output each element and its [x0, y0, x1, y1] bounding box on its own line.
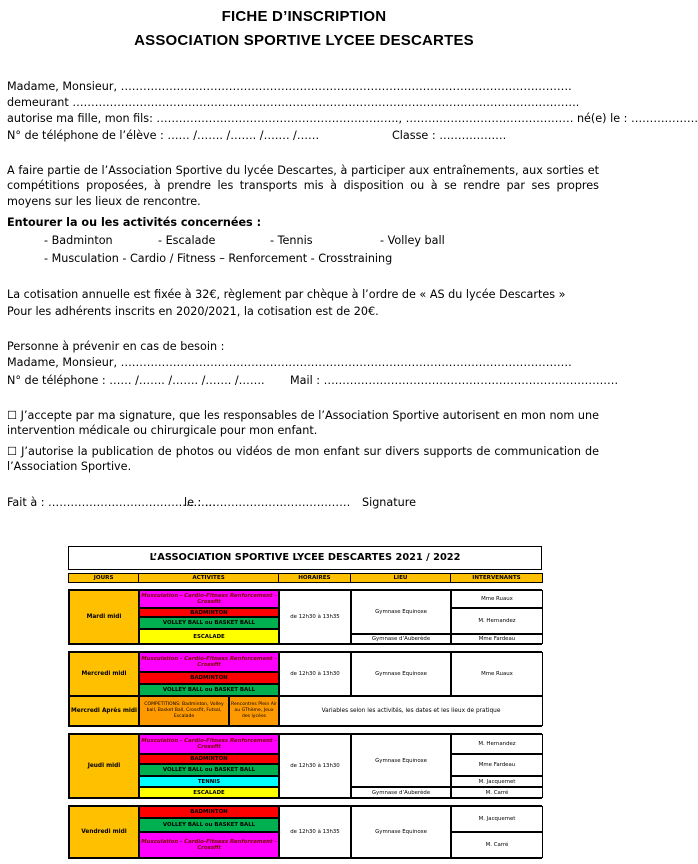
- place-mardi: Gymnase Equinoxe: [351, 590, 451, 634]
- activity-volley-cell: VOLLEY BALL ou BASKET BALL: [139, 684, 279, 696]
- schedule-group-jeudi: [68, 733, 542, 799]
- activity-fitness-cell: Musculation - Cardio-Fitness Renforcement - Crossfit: [139, 652, 279, 672]
- medical-consent: ☐ J’accepte par ma signature, que les responsables de l’Association Sportive autorisent en mon nom une intervention médicale ou chirurgicale pour mon enfant.: [7, 409, 599, 438]
- coach-vendredi-1: M. Jacquemet: [451, 806, 543, 832]
- coach-jeudi-3: M. Jacquemet: [451, 776, 543, 787]
- activity-fitness-cell: Musculation - Cardio-Fitness Renforcement - Crossfit: [139, 832, 279, 858]
- activity-badminton-cell: BADMINTON: [139, 806, 279, 818]
- place-jeudi: Gymnase Equinoxe: [351, 734, 451, 787]
- schedule-header-row: [68, 573, 542, 583]
- schedule-table: [68, 546, 542, 859]
- emergency-phone-line: N° de téléphone : …… /……. /……. /……. /…….: [7, 374, 265, 387]
- activity-escalade-cell: ESCALADE: [139, 629, 279, 644]
- day-vendredi: Vendredi midi: [69, 806, 139, 858]
- activity-escalade-cell: ESCALADE: [139, 787, 279, 798]
- schedule-group-mercredi: [68, 651, 542, 727]
- coach-mardi-2: M. Hernandez: [451, 608, 543, 634]
- coach-mercredi: Mme Ruaux: [451, 652, 543, 696]
- day-mardi: Mardi midi: [69, 590, 139, 644]
- coach-jeudi-2: Mme Fardeau: [451, 754, 543, 776]
- activity-badminton-cell: BADMINTON: [139, 754, 279, 764]
- place-vendredi: Gymnase Equinoxe: [351, 806, 451, 858]
- activity-volley-cell: VOLLEY BALL ou BASKET BALL: [139, 818, 279, 832]
- child-name-line: autorise ma fille, mon fils: ……………………………………………………….., ……………………………………… né(e) le : ………………: [7, 112, 698, 125]
- day-mercredi-apres-midi: Mercredi Après midi: [69, 696, 139, 726]
- signature-label: Signature: [362, 496, 416, 509]
- schedule-group-vendredi: [68, 805, 542, 859]
- coach-vendredi-2: M. Carré: [451, 832, 543, 858]
- header-intervenants: INTERVENANTS: [450, 573, 543, 583]
- emergency-mail-line: Mail : …………………………………………………………………….: [290, 374, 619, 387]
- coach-jeudi-4: M. Carré: [451, 787, 543, 798]
- header-activites: ACTIVITES: [138, 573, 279, 583]
- class-line: Classe : ………………: [392, 129, 507, 142]
- schedule-group-mardi: [68, 589, 542, 645]
- fee-line-2: Pour les adhérents inscrits en 2020/2021, la cotisation est de 20€.: [7, 305, 379, 318]
- emergency-label: Personne à prévenir en cas de besoin :: [7, 340, 225, 353]
- header-jours: JOURS: [68, 573, 139, 583]
- address-line: demeurant ……………………………………………………………………………………………………………………….: [7, 96, 580, 109]
- place-mardi-2: Gymnase d’Auberède: [351, 634, 451, 644]
- activities-label: Entourer la ou les activités concernées :: [7, 216, 262, 229]
- variable-schedule-cell: Variables selon les activités, les dates et les lieux de pratique: [279, 696, 543, 726]
- parent-name-line: Madame, Monsieur, ………………………………………………………………………………………………………….: [7, 80, 572, 93]
- place-jeudi-2: Gymnase d’Auberède: [351, 787, 451, 798]
- hours-vendredi: de 12h30 à 13h35: [279, 806, 351, 858]
- student-phone-line: N° de téléphone de l’élève : …… /……. /……. /……. /……: [7, 129, 320, 142]
- date-line: le : …………………………………: [184, 496, 351, 509]
- activity-escalade: - Escalade: [158, 234, 216, 247]
- fee-line-1: La cotisation annuelle est fixée à 32€, règlement par chèque à l’ordre de « AS du lycée Descartes »: [7, 288, 566, 301]
- hours-jeudi: de 12h30 à 13h30: [279, 734, 351, 798]
- activity-volley-cell: VOLLEY BALL ou BASKET BALL: [139, 764, 279, 776]
- activity-volley-cell: VOLLEY BALL ou BASKET BALL: [139, 617, 279, 629]
- day-mercredi: Mercredi midi: [69, 652, 139, 696]
- schedule-title: L’ASSOCIATION SPORTIVE LYCEE DESCARTES 2021 / 2022: [68, 546, 542, 570]
- activity-badminton-cell: BADMINTON: [139, 608, 279, 617]
- activity-fitness: - Musculation - Cardio / Fitness – Renforcement - Crosstraining: [44, 252, 393, 265]
- activity-badminton: - Badminton: [44, 234, 113, 247]
- hours-mardi: de 12h30 à 13h35: [279, 590, 351, 644]
- photo-consent: ☐ J’autorise la publication de photos ou vidéos de mon enfant sur divers supports de communication de l’Association Sportive.: [7, 445, 599, 474]
- hours-mercredi: de 12h30 à 13h30: [279, 652, 351, 696]
- emergency-name-line: Madame, Monsieur, ………………………………………………………………………………………………………….: [7, 356, 572, 369]
- place-mercredi: Gymnase Equinoxe: [351, 652, 451, 696]
- activity-volley: - Volley ball: [380, 234, 445, 247]
- association-title: ASSOCIATION SPORTIVE LYCEE DESCARTES: [134, 32, 474, 49]
- activity-badminton-cell: BADMINTON: [139, 672, 279, 684]
- activity-tennis-cell: TENNIS: [139, 776, 279, 787]
- activity-fitness-cell: Musculation - Cardio-Fitness Renforcement - Crossfit: [139, 734, 279, 754]
- form-title: FICHE D’INSCRIPTION: [221, 8, 387, 25]
- place-line: Fait à : ………………………………………: [7, 496, 216, 509]
- coach-jeudi-1: M. Hernandez: [451, 734, 543, 754]
- day-jeudi: Jeudi midi: [69, 734, 139, 798]
- header-lieu: LIEU: [350, 573, 451, 583]
- activity-fitness-cell: Musculation - Cardio-Fitness Renforcement - Crossfit: [139, 590, 279, 608]
- header-horaires: HORAIRES: [278, 573, 351, 583]
- outdoor-events-cell: Rencontres Plein Air au GThème, Jeux des lycées: [229, 696, 279, 726]
- coach-mardi-3: Mme Fardeau: [451, 634, 543, 644]
- activity-tennis: - Tennis: [270, 234, 313, 247]
- intro-paragraph: A faire partie de l’Association Sportive du lycée Descartes, à participer aux entraînements, aux sorties et compétitions proposées, à prendre les transports mis à disposition ou à se rendre par ses propres moyens sur les lieux de rencontre.: [7, 164, 599, 208]
- competitions-cell: COMPETITIONS: Badminton, Volley ball, Basket Ball, Crossfit, Futsal, Escalade: [139, 696, 229, 726]
- coach-mardi-1: Mme Ruaux: [451, 590, 543, 608]
